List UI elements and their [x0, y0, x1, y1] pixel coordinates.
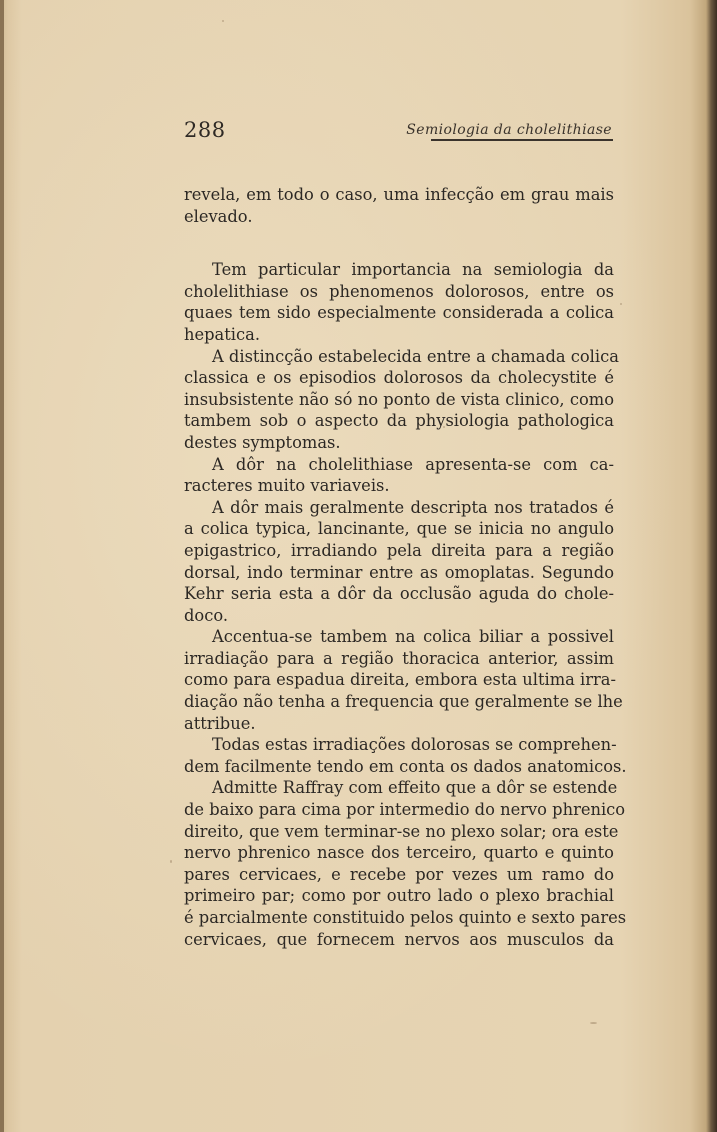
- text-line: doco.: [184, 605, 229, 625]
- text-line: Accentua-se tambem na colica biliar a possivel: [212, 627, 614, 647]
- text-line: Admitte Raffray com effeito que a dôr se estende: [212, 778, 618, 798]
- text-line: insubsistente não só no ponto de vista clinico, como: [184, 389, 614, 409]
- text-line: de baixo para cima por intermedio do nervo phrenico: [184, 800, 626, 820]
- text-line: primeiro par; como por outro lado o plexo brachial: [184, 886, 614, 906]
- text-line: revela, em todo o caso, uma infecção em grau mais: [184, 185, 614, 204]
- text-line: pares cervicaes, e recebe por vezes um ramo do: [184, 864, 614, 884]
- body-text: [184, 184, 627, 950]
- text-line: irradiação para a região thoracica anterior, assim: [184, 648, 614, 668]
- text-line: diação não tenha a frequencia que geralmente se lhe: [184, 692, 623, 712]
- text-line: dem facilmente tendo em conta os dados anatomicos.: [184, 756, 627, 776]
- paper-speck: [620, 303, 622, 305]
- text-line: cervicaes, que fornecem nervos aos musculos da: [184, 929, 614, 949]
- running-title: Semiologia da cholelithiase: [406, 122, 612, 138]
- text-line: quaes tem sido especialmente considerada a colica: [184, 303, 614, 323]
- text-line: Todas estas irradiações dolorosas se comprehen-: [212, 735, 617, 755]
- text-line: epigastrico, irradiando pela direita para a região: [184, 540, 614, 560]
- text-line: attribue.: [184, 713, 256, 733]
- text-line: Kehr seria esta a dôr da occlusão aguda do chole-: [184, 584, 614, 604]
- page-header: [184, 118, 614, 148]
- text-line: como para espadua direita, embora esta ultima irra-: [184, 670, 617, 690]
- page-number: 288: [184, 118, 226, 142]
- text-line: direito, que vem terminar-se no plexo solar; ora este: [184, 821, 619, 841]
- text-line: cholelithiase os phenomenos dolorosos, entre os: [184, 281, 614, 301]
- text-line: elevado.: [184, 206, 253, 226]
- text-line: a colica typica, lancinante, que se inicia no angulo: [184, 519, 614, 539]
- text-line: dorsal, indo terminar entre as omoplatas. Segundo: [184, 562, 614, 582]
- text-line: classica e os episodios dolorosos da cholecystite é: [184, 368, 614, 388]
- paper-speck: [170, 860, 172, 863]
- text-line: A distincção estabelecida entre a chamada colica: [212, 346, 619, 366]
- text-line: nervo phrenico nasce dos terceiro, quarto e quinto: [184, 843, 614, 863]
- paper-speck: [222, 20, 224, 22]
- paragraph-gap: [184, 227, 614, 259]
- text-line: destes symptomas.: [184, 432, 341, 452]
- paper-speck: [443, 426, 445, 428]
- text-line: A dôr na cholelithiase apresenta-se com ca-: [212, 454, 614, 474]
- text-line: tambem sob o aspecto da physiologia pathologica: [184, 411, 614, 431]
- text-line: é parcialmente constituido pelos quinto e sexto pares: [184, 908, 627, 927]
- text-line: Tem particular importancia na semiologia da: [212, 260, 614, 280]
- text-line: hepatica.: [184, 324, 261, 344]
- page-left-edge: [0, 0, 4, 1132]
- header-rule: [431, 139, 613, 141]
- paper-speck: [590, 1022, 597, 1024]
- text-line: racteres muito variaveis.: [184, 476, 390, 496]
- text-line: A dôr mais geralmente descripta nos tratados é: [212, 497, 614, 517]
